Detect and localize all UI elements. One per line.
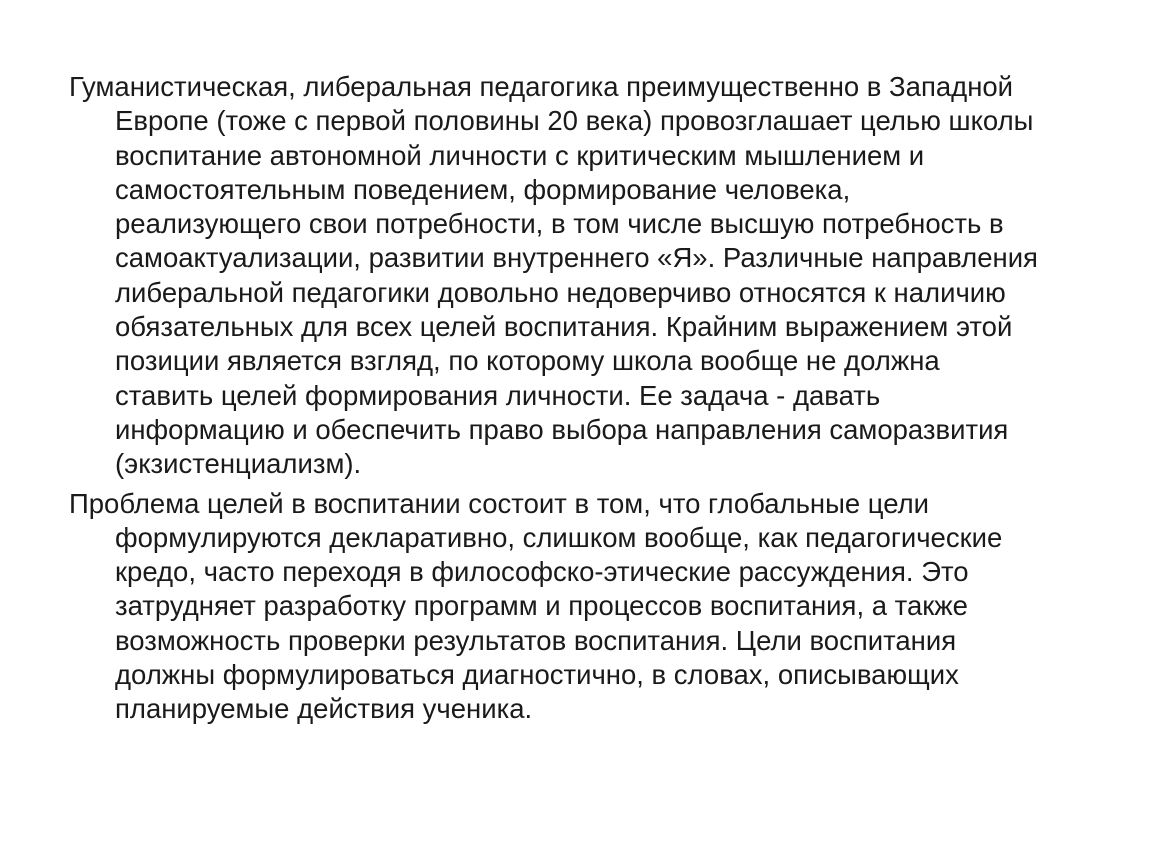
text-line: позиции является взгляд, по которому школа вообще не должна (115, 345, 940, 377)
text-line: реализующего свои потребности, в том числе высшую потребность в (115, 208, 1004, 240)
text-line: самостоятельным поведением, формирование человека, (115, 173, 851, 205)
text-line: возможность проверки результатов воспитания. Цели воспитания (115, 624, 957, 656)
text-line: либеральной педагогики довольно недоверчиво относятся к наличию (115, 276, 1006, 308)
text-line: Европе (тоже с первой половины 20 века) провозглашает целью школы (115, 105, 1034, 137)
text-line: Проблема целей в воспитании состоит в том, что глобальные цели (69, 487, 930, 519)
text-line: ставить целей формирования личности. Ее задача - давать (115, 379, 881, 411)
text-line: кредо, часто переходя в философско-этические рассуждения. Это (115, 556, 969, 588)
text-line: самоактуализации, развитии внутреннего «Я». Различные направления (115, 242, 1038, 274)
text-body (69, 70, 1079, 732)
text-line: должны формулироваться диагностично, в словах, описывающих (115, 659, 959, 691)
text-line: информацию и обеспечить право выбора направления саморазвития (115, 413, 1009, 445)
text-line: планируемые действия ученика. (115, 693, 533, 725)
text-line: формулируются декларативно, слишком вообще, как педагогические (115, 521, 1003, 553)
text-line: Гуманистическая, либеральная педагогика преимущественно в Западной (69, 71, 1014, 102)
paragraph-goals-problem (69, 487, 1079, 727)
text-line: воспитание автономной личности с критическим мышлением и (115, 139, 925, 171)
paragraph-liberal-pedagogy (69, 70, 1079, 482)
text-line: обязательных для всех целей воспитания. Крайним выражением этой (115, 311, 1013, 343)
text-line: затрудняет разработку программ и процессов воспитания, а также (115, 590, 968, 622)
text-line: (экзистенциализм). (115, 448, 362, 480)
